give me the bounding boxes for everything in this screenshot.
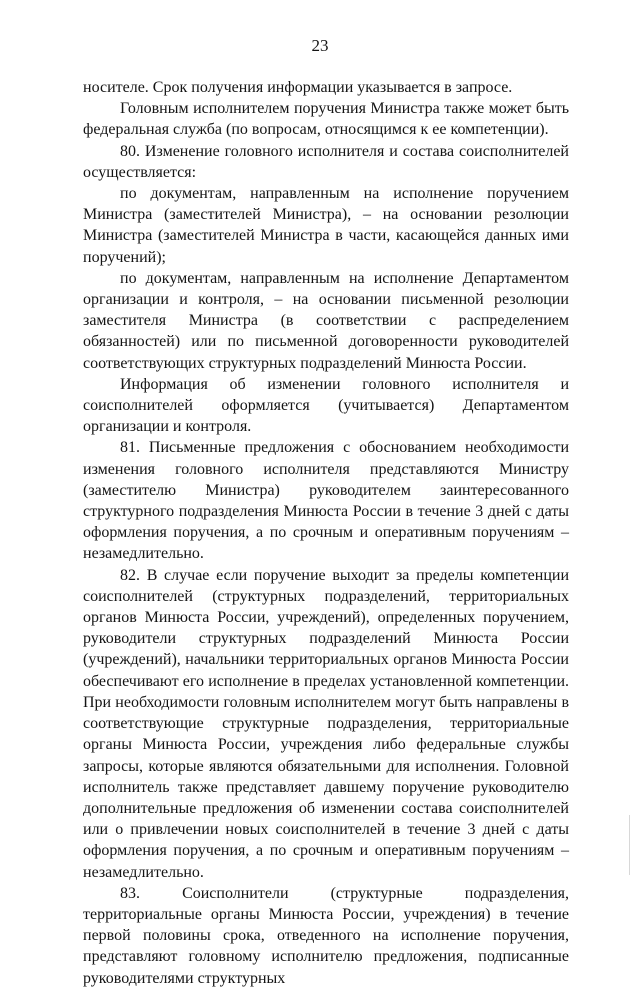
body-text xyxy=(83,77,569,989)
paragraph-80-information: Информация об изменении головного исполнителя и соисполнителей оформляется (учитывается) Департаментом организации и контроля. xyxy=(83,375,569,436)
scan-edge-mark xyxy=(629,815,630,875)
paragraph-80-department-documents: по документам, направленным на исполнение Департаментом организации и контроля, – на основании письменной резолюции заместителя Министра (в соответствии с распределением обязанностей) или по письменной договоренности руководителей соответствующих структурных подразделений Минюста России. xyxy=(83,269,569,372)
paragraph-83: 83. Соисполнители (структурные подразделения, территориальные органы Минюста России, учреждения) в течение первой половины срока, отведенного на исполнение поручения, представляют головному исполнителю предложения, подписанные руководителями структурных xyxy=(83,884,569,987)
paragraph-head-executor-federal-service: Головным исполнителем поручения Министра также может быть федеральная служба (по вопросам, относящимся к ее компетенции). xyxy=(83,100,569,139)
paragraph-80: 80. Изменение головного исполнителя и состава соисполнителей осуществляется: xyxy=(83,142,569,181)
paragraph-81: 81. Письменные предложения с обоснованием необходимости изменения головного исполнителя представляются Министру (заместителю Министра) руководителем заинтересованного структурного подразделения Минюста России в течение 3 дней с даты оформления поручения, а по срочным и оперативным поручениям – незамедлительно. xyxy=(83,439,569,563)
page-number: 23 xyxy=(311,36,329,55)
paragraph-82: 82. В случае если поручение выходит за пределы компетенции соисполнителей (структурных подразделений, территориальных органов Минюста России, учреждений), определенных поручением, руководители структурных подразделений Минюста России (учреждений), начальники территориальных органов Минюста России обеспечивают его исполнение в пределах установленной компетенции. При необходимости головным исполнителем могут быть направлены в соответствующие структурные подразделения, территориальные органы Минюста России, учреждения либо федеральные службы запросы, которые являются обязательными для исполнения. Головной исполнитель также представляет давшему поручение руководителю дополнительные предложения об изменении состава соисполнителей или о привлечении новых соисполнителей в течение 3 дней с даты оформления поручения, а по срочным и оперативным поручениям – незамедлительно. xyxy=(83,566,569,881)
paragraph-continuation: носителе. Срок получения информации указывается в запросе. xyxy=(83,79,513,96)
paragraph-80-minister-documents: по документам, направленным на исполнение поручением Министра (заместителей Министра), – на основании резолюции Министра (заместителей Министра в части, касающейся данных ими поручений); xyxy=(83,185,569,266)
